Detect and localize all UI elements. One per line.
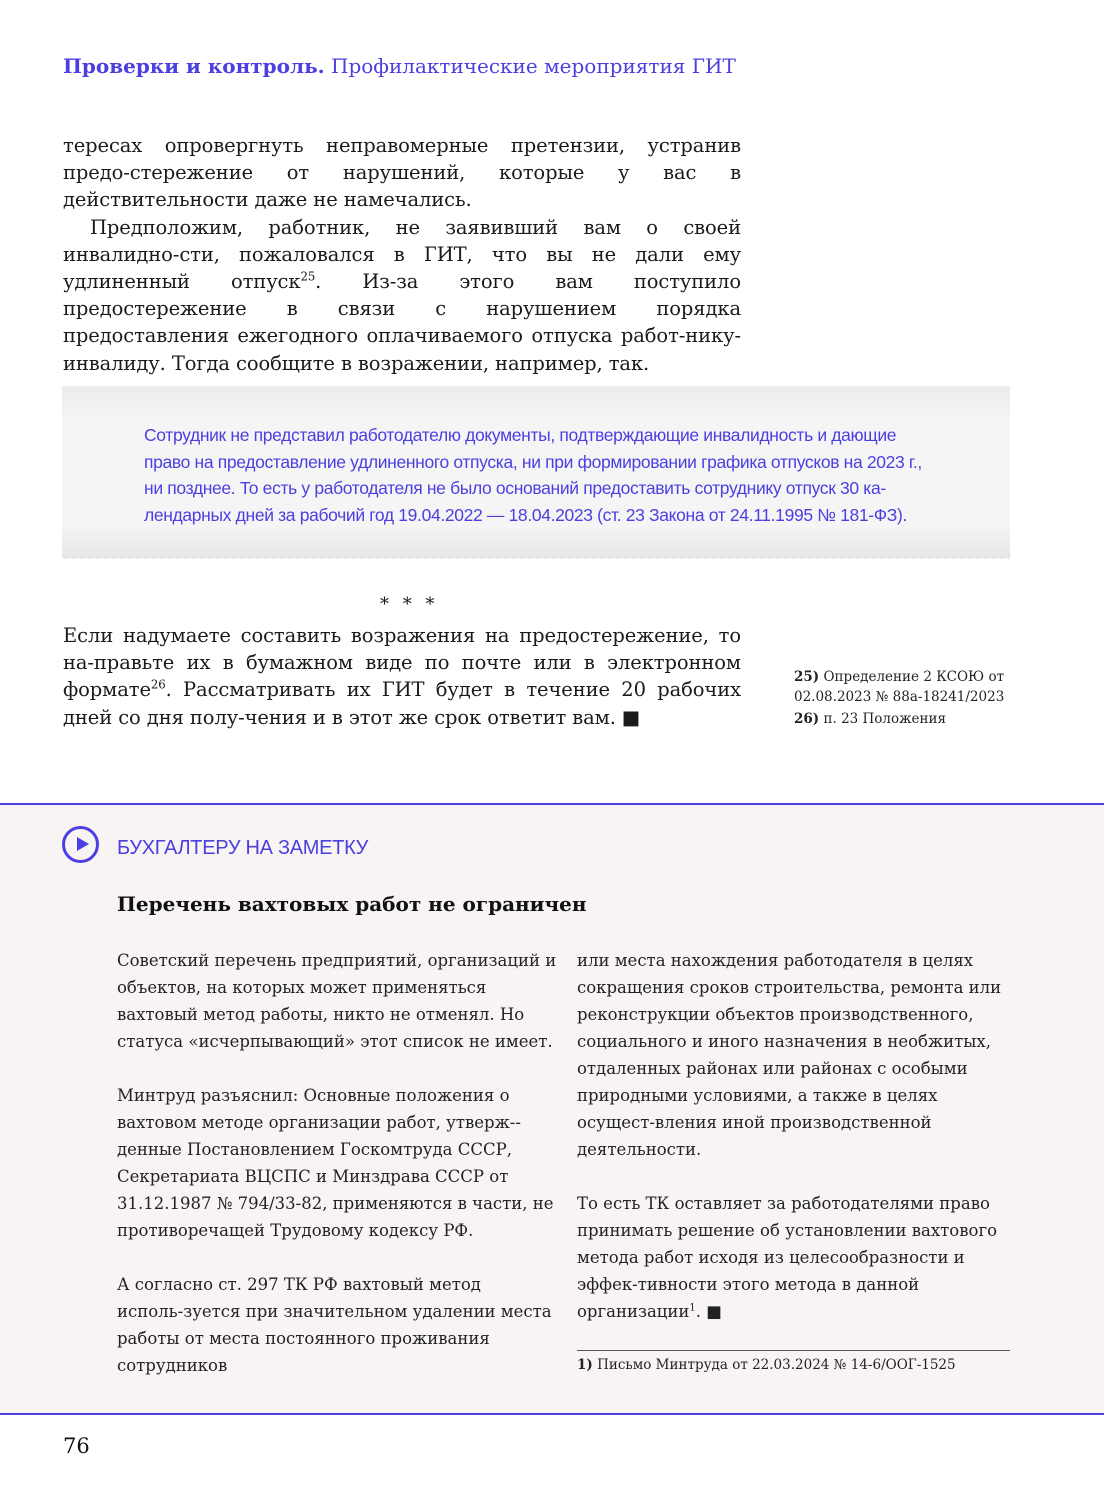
accountant-note-label: БУХГАЛТЕРУ НА ЗАМЕТКУ — [117, 837, 369, 859]
running-header — [63, 54, 736, 78]
closing-text — [63, 622, 741, 731]
page-number: 76 — [63, 1434, 90, 1458]
intro-paragraph — [63, 214, 741, 377]
footnote-text: Определение 2 КСОЮ от 02.08.2023 № 88а-18241/2023 — [794, 669, 1005, 705]
note-paragraph: или места нахождения работодателя в целях сокращения сроков строительства, ремонта или реконструкции объектов производственного, социального и иного назначения в необжитых, отдаленных районах или районах с особыми природными условиями, а также в целях осущест-вления иной производственной деятельности. — [577, 951, 1002, 1159]
footnote — [794, 667, 1034, 707]
closing-paragraph — [63, 622, 741, 731]
note-paragraph: А согласно ст. 297 ТК РФ вахтовый метод исполь-зуется при значительном удалении места работы от места постоянного проживания сотрудников — [117, 1275, 552, 1375]
note-paragraph: Советский перечень предприятий, организаций и объектов, на которых может применяться вахтовый метод работы, никто не отменял. Но статуса «исчерпывающий» этот список не имеет. — [117, 951, 557, 1051]
note-paragraph-text: То есть ТК оставляет за работодателями право принимать решение об установлении вахтового метода работ исходя из целесообразности и эффек-тивности этого метода в данной организации — [577, 1194, 998, 1321]
footnote-number: 25) — [794, 669, 820, 685]
quote-band-top — [62, 386, 1010, 416]
quote-band-bottom — [62, 528, 1010, 558]
quote-line: лендарных дней за рабочий год 19.04.2022 — 18.04.2023 (ст. 23 Закона от 24.11.1995 № 181-ФЗ). — [144, 504, 907, 525]
intro-paragraph: тересах опровергнуть неправомерные претензии, устранив предо-стережение от нарушений, которые у вас в действительности даже не намечались. — [63, 134, 741, 212]
note-paragraph: Минтруд разъяснил: Основные положения о вахтовом методе организации работ, утверж-денные Постановлением Госкомтруда СССР, Секретариата ВЦСПС и Минздрава СССР от 31.12.1987 № 794/33-82, применяются в части, не противоречащей Трудовому кодексу РФ. — [117, 1086, 554, 1240]
header-section: Проверки и контроль. — [63, 54, 325, 78]
accountant-note-title: Перечень вахтовых работ не ограничен — [117, 892, 587, 916]
footnotes — [794, 667, 1034, 729]
footnote-ref[interactable]: 26 — [150, 677, 166, 692]
intro-paragraph-text: Предположим, работник, не заявивший вам о своей инвалидно-сти, пожаловался в ГИТ, что вы не дали ему удлиненный отпуск — [63, 215, 741, 294]
footnote-text: Письмо Минтруда от 22.03.2024 № 14-6/ООГ-1525 — [597, 1357, 956, 1373]
footnote-number: 26) — [794, 711, 820, 727]
section-separator: * * * — [380, 594, 439, 615]
footnote-number: 1) — [577, 1357, 593, 1373]
footnote-divider — [577, 1350, 1010, 1351]
quote-line: Сотрудник не представил работодателю документы, подтверждающие инвалидность и дающие — [144, 425, 897, 445]
quote-line: ни позднее. То есть у работодателя не было оснований предоставить сотруднику отпуск 30 ка- — [144, 478, 886, 498]
intro-text — [63, 132, 741, 377]
quote-box — [62, 386, 1010, 558]
accountant-note-left-column — [117, 947, 557, 1406]
footnote — [794, 709, 1034, 729]
footnote-ref[interactable]: 25 — [300, 269, 316, 284]
accountant-note-right-column — [577, 947, 1010, 1352]
note-paragraph-tail: . ■ — [695, 1302, 722, 1321]
footnote — [577, 1357, 956, 1373]
quote-text — [144, 422, 934, 528]
quote-line: право на предоставление удлиненного отпуска, ни при формировании графика отпусков на 2023 г., — [144, 451, 922, 472]
footnote-text: п. 23 Положения — [823, 711, 947, 727]
intro-paragraph-tail: . Из-за этого вам поступило предостережение в связи с нарушением порядка предоставления ежегодного оплачиваемого отпуска работ-нику-инвалиду. Тогда сообщите в возражении, например, так. — [63, 270, 741, 375]
closing-paragraph-text: Если надумаете составить возражения на предостережение, то на-правьте их в бумажном виде по почте или в электронном формате — [63, 624, 741, 702]
note-paragraph — [577, 1190, 1010, 1325]
closing-paragraph-tail: . Рассматривать их ГИТ будет в течение 20 рабочих дней со дня полу-чения и в этот же срок ответит вам. ■ — [63, 678, 741, 729]
play-icon — [62, 826, 99, 863]
header-subsection: Профилактические мероприятия ГИТ — [331, 54, 736, 78]
footnote-ref[interactable]: 1 — [689, 1302, 696, 1314]
